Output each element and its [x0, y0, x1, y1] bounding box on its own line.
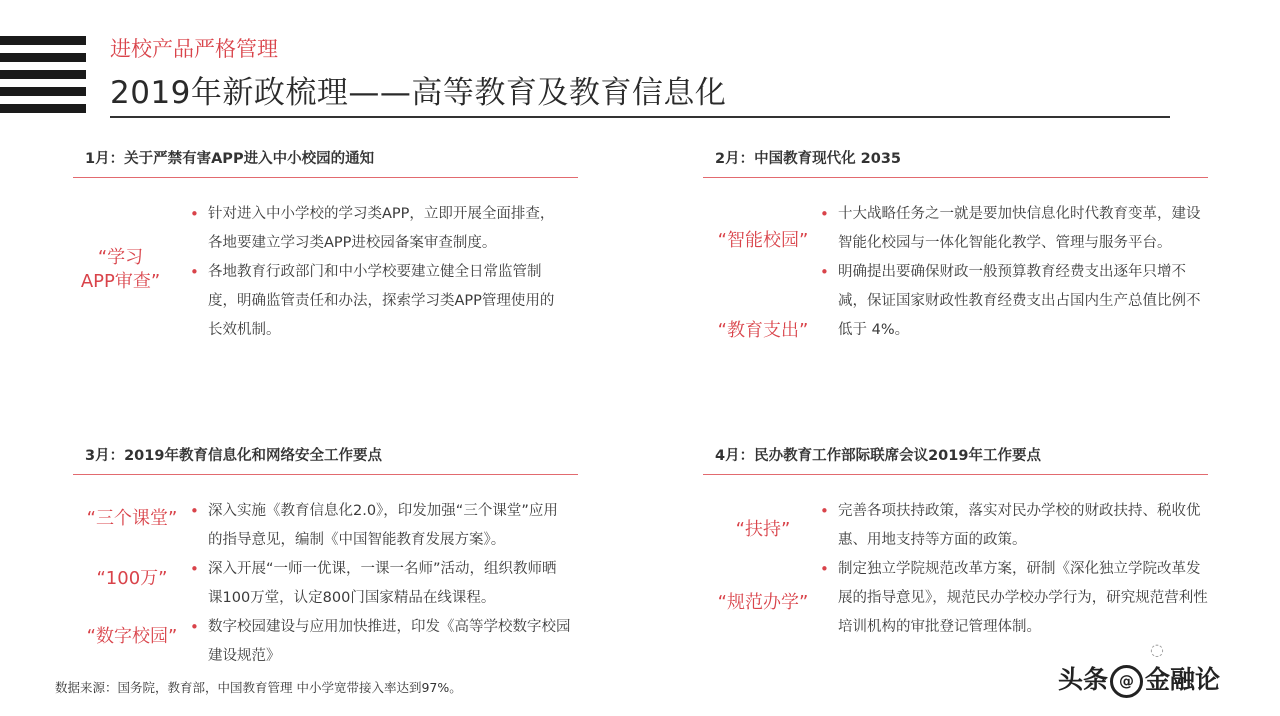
page-subtitle: 进校产品严格管理 [110, 37, 278, 61]
watermark-prefix: 头条 [1058, 665, 1109, 694]
bullet-item: • 完善各项扶持政策，落实对民办学校的财政扶持、税收优惠、用地支持等方面的政策。 [816, 497, 1211, 555]
keyword-tag: “三个课堂” [86, 508, 178, 529]
bullet-item: • 数字校园建设与应用加快推进，印发《高等学校数字校园建设规范》 [186, 613, 571, 671]
bullet-item: • 明确提出要确保财政一般预算教育经费支出逐年只增不减，保证国家财政性教育经费支出占国内生产总值比例不低于 4%。 [816, 258, 1211, 345]
section-divider [703, 177, 1208, 178]
keyword-tag: “扶持” [735, 519, 791, 540]
watermark-name: 金融论 [1145, 665, 1221, 694]
bullet-list [816, 497, 1211, 642]
section-heading: 4月：民办教育工作部际联席会议2019年工作要点 [715, 448, 1041, 464]
bullet-list [186, 497, 571, 671]
wechat-icon: ◌ [1150, 640, 1164, 659]
logo-stripes [0, 36, 86, 121]
keyword-tag-line: APP审查” [80, 271, 161, 292]
section-february [703, 146, 1208, 341]
section-heading: 2月：中国教育现代化 2035 [715, 151, 901, 167]
bullet-list [186, 200, 561, 345]
section-divider [73, 474, 578, 475]
keyword-tag: “100万” [96, 568, 168, 589]
section-divider [703, 474, 1208, 475]
title-divider [110, 116, 1170, 118]
bullet-list [816, 200, 1211, 345]
keyword-tag: “教育支出” [717, 320, 809, 341]
section-january [73, 146, 578, 338]
data-source-note: 数据来源：国务院，教育部，中国教育管理 中小学宽带接入率达到97%。 [55, 680, 462, 695]
keyword-tag: “数字校园” [86, 626, 178, 647]
bullet-item: • 十大战略任务之一就是要加快信息化时代教育变革，建设智能化校园与一体化智能化教学、管理与服务平台。 [816, 200, 1211, 258]
keyword-tag: “规范办学” [717, 592, 809, 613]
page-title: 2019年新政梳理——高等教育及教育信息化 [110, 75, 727, 111]
section-april [703, 443, 1208, 635]
section-heading: 3月：2019年教育信息化和网络安全工作要点 [85, 448, 382, 464]
keyword-tag-line: “学习 [97, 247, 144, 268]
keyword-tag [73, 246, 168, 294]
keyword-tag: “智能校园” [717, 230, 809, 251]
section-march [73, 443, 578, 664]
section-divider [73, 177, 578, 178]
bullet-item: • 制定独立学院规范改革方案，研制《深化独立学院改革发展的指导意见》，规范民办学校办学行为，研究规范营利性培训机构的审批登记管理体制。 [816, 555, 1211, 642]
at-icon: @ [1110, 665, 1143, 698]
bullet-item: • 深入实施《教育信息化2.0》，印发加强“三个课堂”应用的指导意见，编制《中国智能教育发展方案》。 [186, 497, 571, 555]
bullet-item: • 深入开展“一师一优课，一课一名师”活动，组织教师晒课100万堂，认定800门国家精品在线课程。 [186, 555, 571, 613]
bullet-item: • 针对进入中小学校的学习类APP，立即开展全面排查，各地要建立学习类APP进校园备案审查制度。 [186, 200, 561, 258]
platform-watermark [1058, 660, 1220, 698]
section-heading: 1月：关于严禁有害APP进入中小校园的通知 [85, 151, 375, 167]
bullet-item: • 各地教育行政部门和中小学校要建立健全日常监管制度，明确监管责任和办法，探索学习类APP管理使用的长效机制。 [186, 258, 561, 345]
